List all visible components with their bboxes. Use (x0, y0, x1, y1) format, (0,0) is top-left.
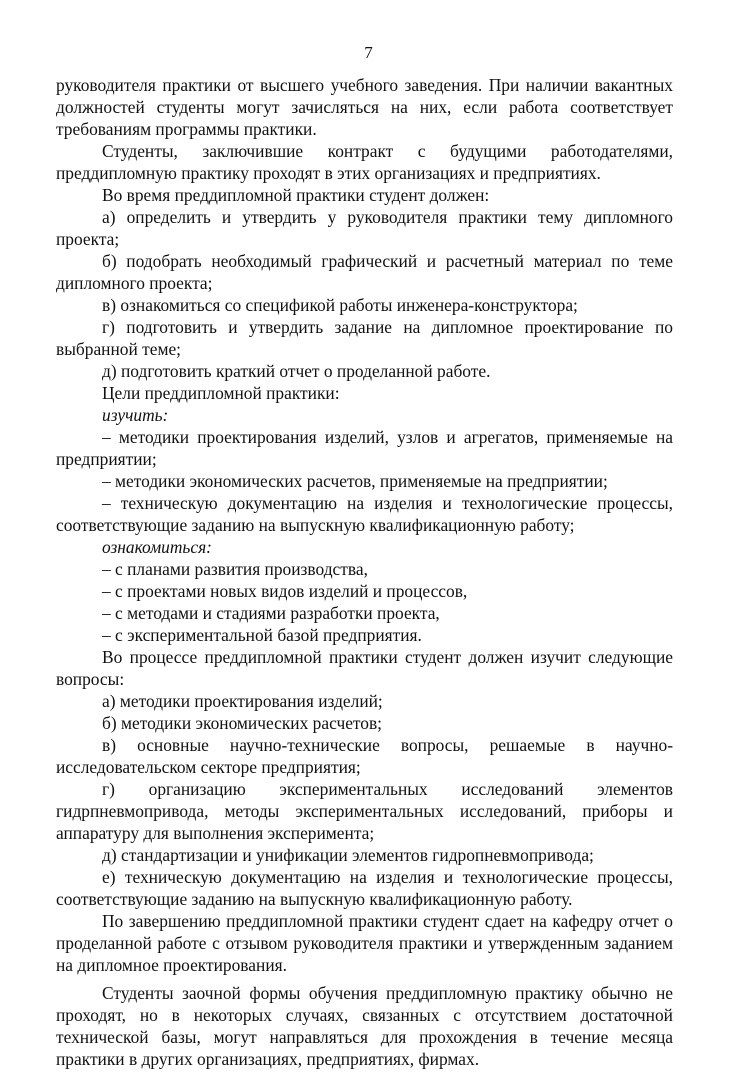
list-item-question-g: г) организацию экспериментальных исследований элементов гидрпневмопривода, методы экспериментальных исследований, приборы и аппаратуру для выполнения эксперимента; (56, 779, 673, 843)
list-item-question-e: е) техническую документацию на изделия и технологические процессы, соответствующие заданию на выпускную квалификационную работу. (56, 867, 673, 909)
list-item-familiarize-4: – с экспериментальной базой предприятия. (102, 625, 422, 645)
paragraph-continuation: руководителя практики от высшего учебного заведения. При наличии вакантных должностей студенты могут зачисляться на них, если работа соответствует требованиям программы практики. (56, 75, 673, 139)
document-body (56, 74, 673, 1070)
paragraph-report-submission: По завершению преддипломной практики студент сдает на кафедру отчет о проделанной работе с отзывом руководителя практики и утвержденным заданием на дипломное проектирования. (56, 911, 673, 975)
list-item-study-2: – методики экономических расчетов, применяемые на предприятии; (102, 471, 608, 491)
list-item-familiarize-3: – с методами и стадиями разработки проекта, (102, 603, 440, 623)
list-item-duty-d: д) подготовить краткий отчет о проделанной работе. (102, 361, 491, 381)
subheading-study: изучить: (102, 405, 169, 425)
list-item-question-d: д) стандартизации и унификации элементов гидропневмопривода; (102, 845, 594, 865)
paragraph-questions-intro: Во процессе преддипломной практики студент должен изучит следующие вопросы: (56, 647, 673, 689)
list-item-familiarize-1: – с планами развития производства, (102, 559, 368, 579)
list-item-question-a: а) методики проектирования изделий; (102, 691, 383, 711)
list-item-question-v: в) основные научно-технические вопросы, решаемые в научно-исследовательском секторе предприятия; (56, 735, 673, 777)
list-item-duty-b: б) подобрать необходимый графический и расчетный материал по теме дипломного проекта; (56, 251, 673, 293)
subheading-familiarize: ознакомиться: (102, 537, 212, 557)
list-item-duty-a: а) определить и утвердить у руководителя практики тему дипломного проекта; (56, 207, 673, 249)
paragraph-distance-students: Студенты заочной формы обучения преддипломную практику обычно не проходят, но в некоторых случаях, связанных с отсутствием достаточной технической базы, могут направляться для прохождения в течение месяца практики в других организациях, предприятиях, фирмах. (56, 983, 673, 1069)
page-number: 7 (364, 43, 373, 62)
list-item-duty-v: в) ознакомиться со спецификой работы инженера-конструктора; (102, 295, 578, 315)
list-item-familiarize-2: – с проектами новых видов изделий и процессов, (102, 581, 468, 601)
list-item-question-b: б) методики экономических расчетов; (102, 713, 383, 733)
paragraph-duties-intro: Во время преддипломной практики студент должен: (102, 185, 490, 205)
paragraph-goals-heading: Цели преддипломной практики: (102, 383, 340, 403)
list-item-duty-g: г) подготовить и утвердить задание на дипломное проектирование по выбранной теме; (56, 317, 673, 359)
list-item-study-1: – методики проектирования изделий, узлов и агрегатов, применяемые на предприятии; (56, 427, 673, 469)
paragraph-contract-students: Студенты, заключившие контракт с будущими работодателями, преддипломную практику проходят в этих организациях и предприятиях. (56, 141, 673, 183)
list-item-study-3: – техническую документацию на изделия и технологические процессы, соответствующие заданию на выпускную квалификационную работу; (56, 493, 673, 535)
